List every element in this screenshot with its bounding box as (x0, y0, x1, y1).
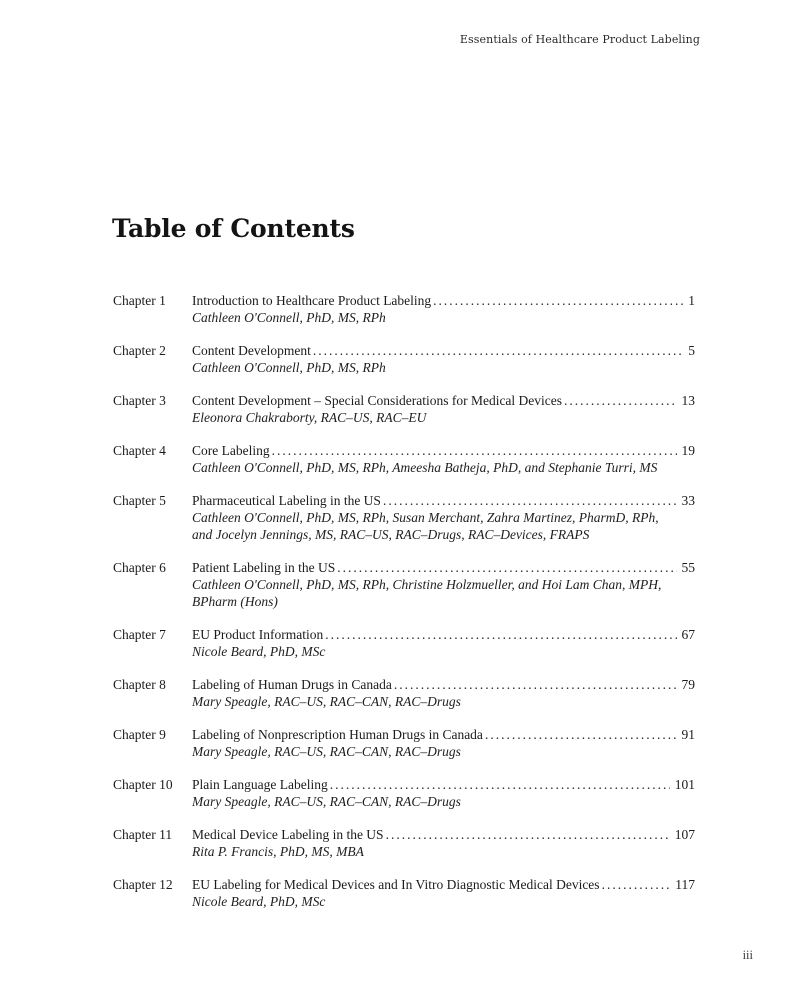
chapter-page-number[interactable]: 55 (681, 560, 695, 575)
chapter-page-number[interactable]: 19 (681, 443, 695, 458)
toc-entry (113, 676, 695, 710)
toc-entry (113, 559, 695, 610)
toc-entry-content (192, 342, 695, 376)
chapter-title-link[interactable]: Labeling of Human Drugs in Canada (192, 677, 392, 692)
chapter-page-number[interactable]: 5 (688, 343, 695, 358)
toc-entry (113, 442, 695, 476)
toc-entry-content (192, 626, 695, 660)
chapter-authors (192, 309, 695, 326)
chapter-label: Chapter 1 (113, 293, 166, 308)
dot-leader (394, 676, 677, 693)
toc-entry (113, 776, 695, 810)
chapter-label: Chapter 8 (113, 677, 166, 692)
chapter-authors (192, 409, 695, 426)
author-line: Rita P. Francis, PhD, MS, MBA (192, 844, 364, 859)
chapter-label: Chapter 6 (113, 560, 166, 575)
author-line: Nicole Beard, PhD, MSc (192, 894, 326, 909)
toc-entry (113, 626, 695, 660)
page-number: iii (742, 948, 753, 962)
chapter-page-number[interactable]: 13 (681, 393, 695, 408)
toc-entry-content (192, 292, 695, 326)
toc-title-line (192, 559, 695, 576)
dot-leader (383, 492, 677, 509)
chapter-page-number[interactable]: 91 (681, 727, 695, 742)
chapter-title-link[interactable]: Introduction to Healthcare Product Labeling (192, 293, 432, 308)
chapter-authors (192, 643, 695, 660)
author-line: Mary Speagle, RAC–US, RAC–CAN, RAC–Drugs (192, 794, 461, 809)
chapter-title-link[interactable]: Content Development – Special Considerations for Medical Devices (192, 393, 563, 408)
chapter-authors (192, 793, 695, 810)
chapter-label: Chapter 7 (113, 627, 166, 642)
chapter-title-link[interactable]: EU Labeling for Medical Devices and In Vitro Diagnostic Medical Devices (192, 877, 600, 892)
chapter-title-link[interactable]: Medical Device Labeling in the US (192, 827, 384, 842)
toc-entry (113, 392, 695, 426)
chapter-title-link[interactable]: Pharmaceutical Labeling in the US (192, 493, 381, 508)
chapter-authors (192, 576, 695, 610)
toc-title-line (192, 292, 695, 309)
toc-entry (113, 826, 695, 860)
toc-title-line (192, 726, 695, 743)
toc-entry-content (192, 876, 695, 910)
author-line: Nicole Beard, PhD, MSc (192, 644, 326, 659)
page-title: Table of Contents (112, 214, 355, 243)
author-line: Cathleen O'Connell, PhD, MS, RPh (192, 310, 386, 325)
dot-leader (433, 292, 683, 309)
dot-leader (272, 442, 677, 459)
author-line: Eleonora Chakraborty, RAC–US, RAC–EU (192, 410, 427, 425)
toc-entry-content (192, 492, 695, 543)
toc-entry-content (192, 726, 695, 760)
chapter-label: Chapter 3 (113, 393, 166, 408)
chapter-authors (192, 693, 695, 710)
chapter-title-link[interactable]: Labeling of Nonprescription Human Drugs in Canada (192, 727, 483, 742)
toc-title-line (192, 442, 695, 459)
chapter-label: Chapter 12 (113, 877, 173, 892)
dot-leader (564, 392, 676, 409)
toc-title-line (192, 392, 695, 409)
toc-entry (113, 292, 695, 326)
author-line: Cathleen O'Connell, PhD, MS, RPh, Susan Merchant, Zahra Martinez, PharmD, RPh, (192, 510, 659, 525)
chapter-page-number[interactable]: 33 (681, 493, 695, 508)
toc-title-line (192, 826, 695, 843)
toc-title-line (192, 492, 695, 509)
author-line: Mary Speagle, RAC–US, RAC–CAN, RAC–Drugs (192, 694, 461, 709)
dot-leader (325, 626, 676, 643)
chapter-authors (192, 459, 695, 476)
chapter-page-number[interactable]: 117 (675, 877, 695, 892)
chapter-authors (192, 893, 695, 910)
chapter-title-link[interactable]: Plain Language Labeling (192, 777, 328, 792)
toc-title-line (192, 776, 695, 793)
author-line: and Jocelyn Jennings, MS, RAC–US, RAC–Drugs, RAC–Devices, FRAPS (192, 527, 590, 542)
chapter-label: Chapter 10 (113, 777, 173, 792)
chapter-authors (192, 359, 695, 376)
table-of-contents (113, 292, 695, 926)
toc-title-line (192, 876, 695, 893)
author-line: Mary Speagle, RAC–US, RAC–CAN, RAC–Drugs (192, 744, 461, 759)
chapter-page-number[interactable]: 101 (674, 777, 695, 792)
author-line: Cathleen O'Connell, PhD, MS, RPh (192, 360, 386, 375)
toc-entry-content (192, 559, 695, 610)
chapter-label: Chapter 11 (113, 827, 173, 842)
chapter-label: Chapter 9 (113, 727, 166, 742)
chapter-title-link[interactable]: Patient Labeling in the US (192, 560, 336, 575)
toc-title-line (192, 676, 695, 693)
chapter-authors (192, 509, 695, 543)
dot-leader (485, 726, 677, 743)
chapter-page-number[interactable]: 67 (681, 627, 695, 642)
chapter-title-link[interactable]: EU Product Information (192, 627, 324, 642)
chapter-authors (192, 743, 695, 760)
toc-entry-content (192, 776, 695, 810)
toc-title-line (192, 626, 695, 643)
running-header: Essentials of Healthcare Product Labeling (459, 33, 700, 46)
toc-entry (113, 342, 695, 376)
chapter-label: Chapter 2 (113, 343, 166, 358)
dot-leader (330, 776, 670, 793)
author-line: Cathleen O'Connell, PhD, MS, RPh, Christine Holzmueller, and Hoi Lam Chan, MPH, (192, 577, 662, 592)
dot-leader (602, 876, 671, 893)
chapter-title-link[interactable]: Core Labeling (192, 443, 270, 458)
dot-leader (313, 342, 683, 359)
chapter-label: Chapter 4 (113, 443, 166, 458)
chapter-title-link[interactable]: Content Development (192, 343, 311, 358)
dot-leader (386, 826, 670, 843)
chapter-authors (192, 843, 695, 860)
author-line: Cathleen O'Connell, PhD, MS, RPh, Ameesha Batheja, PhD, and Stephanie Turri, MS (192, 460, 658, 475)
chapter-page-number[interactable]: 1 (688, 293, 695, 308)
dot-leader (337, 559, 676, 576)
chapter-label: Chapter 5 (113, 493, 166, 508)
chapter-page-number[interactable]: 79 (681, 677, 695, 692)
toc-entry (113, 876, 695, 910)
toc-entry-content (192, 442, 695, 476)
toc-entry-content (192, 392, 695, 426)
author-line: BPharm (Hons) (192, 594, 278, 609)
toc-entry-content (192, 826, 695, 860)
chapter-page-number[interactable]: 107 (674, 827, 695, 842)
toc-title-line (192, 342, 695, 359)
toc-entry-content (192, 676, 695, 710)
toc-entry (113, 726, 695, 760)
toc-entry (113, 492, 695, 543)
